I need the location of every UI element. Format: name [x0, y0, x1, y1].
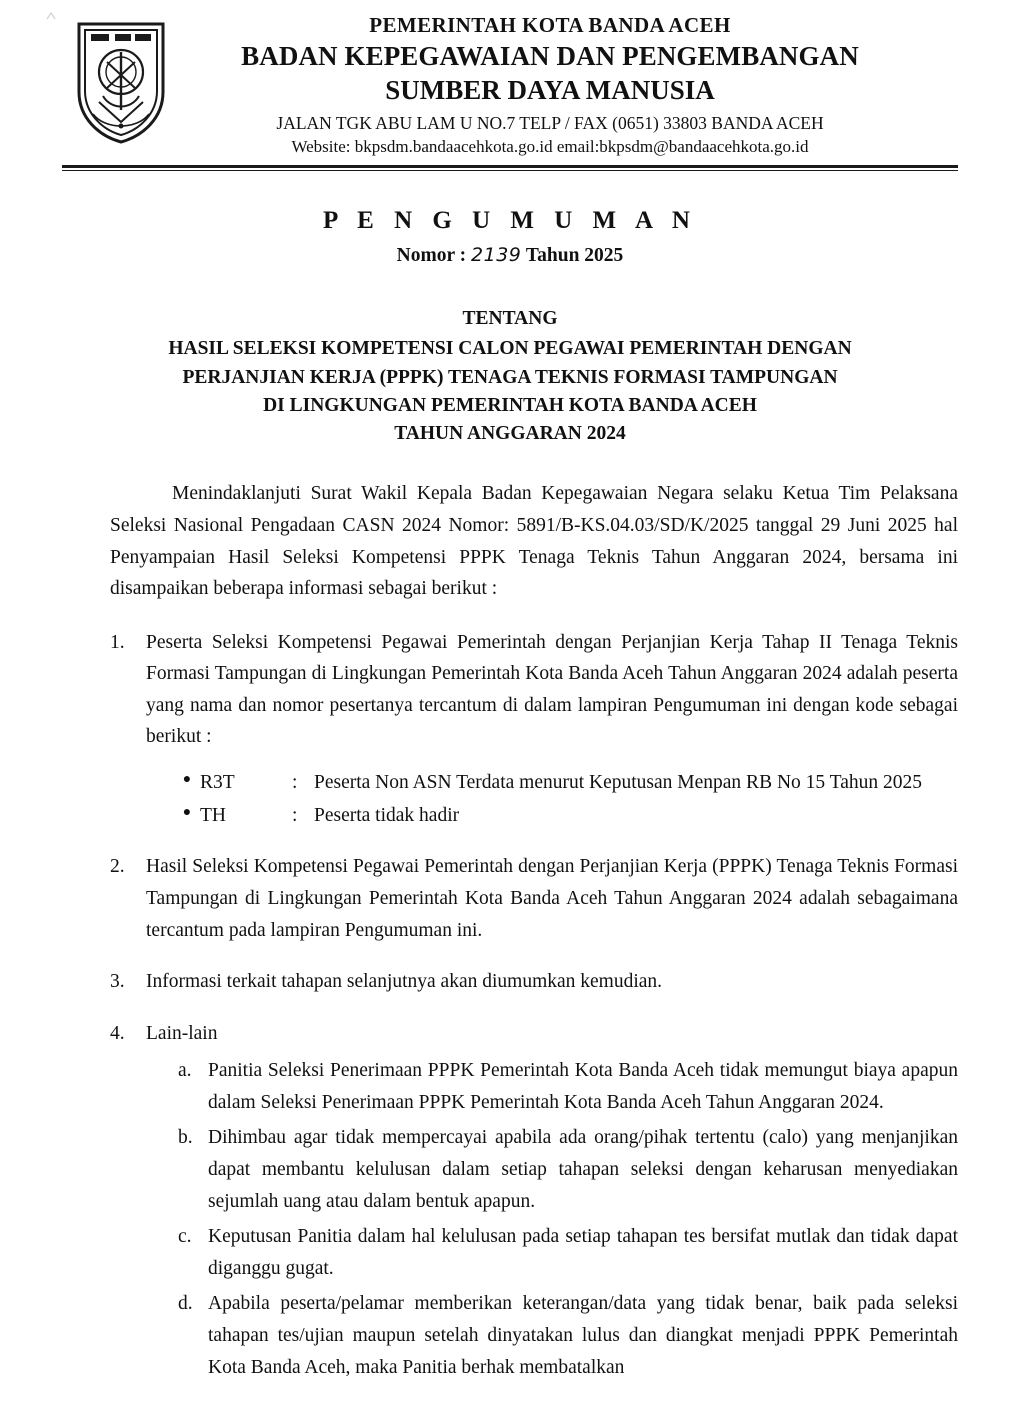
code-colon: :: [292, 805, 298, 827]
document-body: [0, 478, 1020, 1383]
agency-address: JALAN TGK ABU LAM U NO.7 TELP / FAX (0651) 33803 BANDA ACEH: [276, 113, 824, 134]
lettered-sublist: [146, 1055, 958, 1383]
list-item: [178, 1221, 958, 1284]
letterhead-divider: [0, 165, 1020, 172]
list-item: [178, 1122, 958, 1217]
list-item-text: Panitia Seleksi Penerimaan PPPK Pemerintah Kota Banda Aceh tidak memungut biaya apapun dalam Seleksi Penerimaan PPPK Pemerintah Kota Banda Aceh Tahun Anggaran 2024.: [208, 1060, 958, 1113]
list-marker: d.: [178, 1293, 193, 1315]
code-description: Peserta tidak hadir: [314, 805, 460, 827]
list-item: [110, 851, 958, 946]
about-line-2: PERJANJIAN KERJA (PPPK) TENAGA TEKNIS FORMASI TAMPUNGAN: [182, 366, 838, 388]
list-item: [178, 1055, 958, 1118]
list-marker: 1.: [110, 631, 125, 653]
list-item-text: Hasil Seleksi Kompetensi Pegawai Pemerintah dengan Perjanjian Kerja (PPPK) Tenaga Teknis Formasi Tampungan di Lingkungan Pemerintah Kota Banda Aceh Tahun Anggaran 2024 adalah sebagaimana tercantum pada lampiran Pengumuman ini.: [146, 856, 958, 941]
document-number-value: 2139: [471, 244, 522, 267]
code-legend-list: [146, 767, 958, 831]
list-item-text: Peserta Seleksi Kompetensi Pegawai Pemerintah dengan Perjanjian Kerja Tahap II Tenaga Teknis Formasi Tampungan di Lingkungan Pemerintah Kota Banda Aceh Tahun Anggaran 2024 adalah peserta yang nama dan nomor pesertanya tercantum di dalam lampiran Pengumuman ini dengan kode sebagai berikut :: [146, 631, 958, 748]
bullet-icon: ●: [182, 772, 192, 788]
code-name: R3T: [200, 772, 235, 794]
letterhead: [0, 0, 1020, 159]
list-marker: 4.: [110, 1022, 125, 1044]
government-name: PEMERINTAH KOTA BANDA ACEH: [369, 13, 731, 37]
list-item: [110, 627, 958, 832]
document-number: [0, 244, 1020, 267]
page-title: P E N G U M U M A N: [323, 207, 697, 235]
list-marker: 2.: [110, 856, 125, 878]
list-item-text: Lain-lain: [146, 1022, 218, 1044]
list-item: [174, 800, 958, 831]
list-marker: b.: [178, 1127, 193, 1149]
list-marker: a.: [178, 1060, 192, 1082]
agency-website-email: Website: bkpsdm.bandaacehkota.go.id email:bkpsdm@bandaacehkota.go.id: [291, 136, 809, 156]
document-number-prefix: Nomor :: [396, 245, 472, 267]
agency-name-line1: BADAN KEPEGAWAIAN DAN PENGEMBANGAN: [241, 41, 859, 72]
code-name: TH: [200, 805, 226, 827]
about-label: TENTANG: [462, 308, 558, 330]
about-block: [0, 305, 1020, 448]
city-coat-of-arms-icon: [62, 12, 180, 146]
title-block: [0, 207, 1020, 267]
list-item-text: Dihimbau agar tidak mempercayai apabila ada orang/pihak tertentu (calo) yang menjanjikan dapat membantu kelulusan dalam setiap tahapan seleksi dengan keharusan menyediakan sejumlah uang atau dalam bentuk apapun.: [208, 1127, 958, 1212]
about-line-4: TAHUN ANGGARAN 2024: [394, 423, 626, 445]
opening-paragraph: Menindaklanjuti Surat Wakil Kepala Badan Kepegawaian Negara selaku Ketua Tim Pelaksana Seleksi Nasional Pengadaan CASN 2024 Nomor: 5891/B-KS.04.03/SD/K/2025 tanggal 29 Juni 2025 hal Penyampaian Hasil Seleksi Kompetensi PPPK Tenaga Teknis Tahun Anggaran 2024, bersama ini disampaikan beberapa informasi sebagai berikut :: [110, 483, 958, 600]
list-item: [178, 1288, 958, 1383]
code-colon: :: [292, 772, 298, 794]
scan-artifact-mark: [46, 8, 56, 18]
code-description: Peserta Non ASN Terdata menurut Keputusan Menpan RB No 15 Tahun 2025: [314, 772, 923, 794]
document-number-suffix: Tahun 2025: [521, 245, 624, 267]
divider-thin: [62, 170, 958, 171]
about-line-3: DI LINGKUNGAN PEMERINTAH KOTA BANDA ACEH: [263, 394, 757, 416]
list-item-text: Keputusan Panitia dalam hal kelulusan pada setiap tahapan tes bersifat mutlak dan tidak dapat diganggu gugat.: [208, 1226, 958, 1279]
list-item-text: Informasi terkait tahapan selanjutnya akan diumumkan kemudian.: [146, 971, 663, 993]
numbered-list: [110, 627, 958, 1383]
letterhead-text: [180, 12, 960, 159]
list-marker: c.: [178, 1226, 192, 1248]
list-marker: 3.: [110, 971, 125, 993]
list-item: [174, 767, 958, 798]
list-item: [110, 1018, 958, 1383]
bullet-icon: ●: [182, 805, 192, 821]
about-line-1: HASIL SELEKSI KOMPETENSI CALON PEGAWAI PEMERINTAH DENGAN: [168, 338, 852, 360]
divider-thick: [62, 165, 958, 168]
list-item: [110, 966, 958, 998]
list-item-text: Apabila peserta/pelamar memberikan keterangan/data yang tidak benar, baik pada seleksi tahapan tes/ujian maupun setelah dinyatakan lulus dan diangkat menjadi PPPK Pemerintah Kota Banda Aceh, maka Panitia berhak membatalkan: [208, 1293, 958, 1378]
agency-name-line2: SUMBER DAYA MANUSIA: [385, 74, 715, 105]
